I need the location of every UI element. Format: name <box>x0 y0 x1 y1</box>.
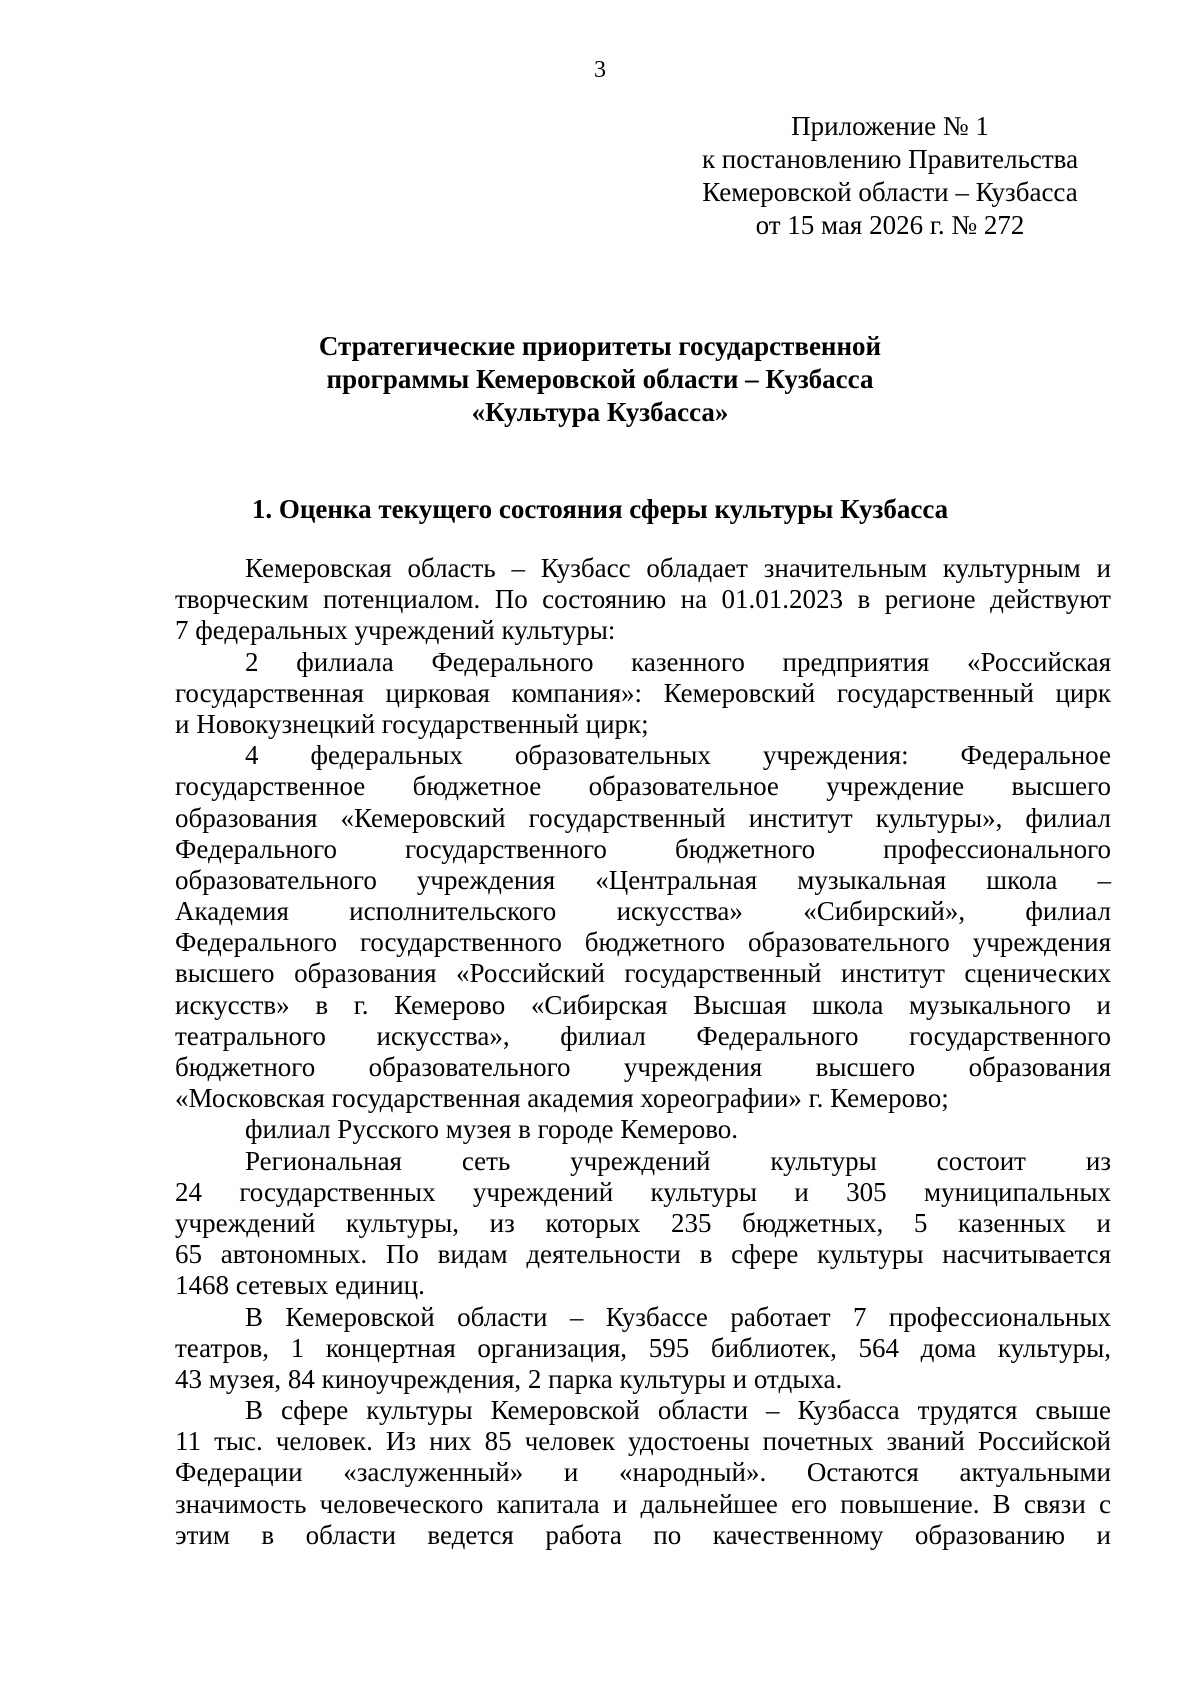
text-line: и Новокузнецкий государственный цирк; <box>175 708 649 739</box>
body-text <box>175 553 1111 1551</box>
text-line: высшего образования «Российский государственный институт сценических <box>175 958 1111 989</box>
section-heading: 1. Оценка текущего состояния сферы культуры Кузбасса <box>251 494 949 524</box>
text-line: бюджетного образовательного учреждения высшего образования <box>175 1052 1111 1082</box>
text-line: 43 музея, 84 киноучреждения, 2 парка культуры и отдыха. <box>175 1363 843 1394</box>
text-line: Кемеровская область – Кузбасс обладает значительным культурным и <box>245 553 1111 583</box>
text-line: «Московская государственная академия хореографии» г. Кемерово; <box>175 1083 949 1114</box>
appendix-line: Кемеровской области – Кузбасса <box>702 177 1078 207</box>
text-line: творческим потенциалом. По состоянию на 01.01.2023 в регионе действуют <box>175 584 1111 615</box>
text-line: Федерации «заслуженный» и «народный». Остаются актуальными <box>175 1457 1111 1488</box>
appendix-line: от 15 мая 2026 г. № 272 <box>755 210 1025 240</box>
text-line: значимость человеческого капитала и дальнейшее его повышение. В связи с <box>175 1488 1111 1519</box>
text-line: Федерального государственного бюджетного профессионального <box>175 833 1111 864</box>
text-line: 7 федеральных учреждений культуры: <box>175 615 616 646</box>
text-line: этим в области ведется работа по качественному образованию и <box>175 1519 1111 1550</box>
text-line: государственное бюджетное образовательное учреждение высшего <box>175 771 1111 802</box>
text-line: 65 автономных. По видам деятельности в сфере культуры насчитывается <box>175 1239 1111 1270</box>
text-line: театров, 1 концертная организация, 595 библиотек, 564 дома культуры, <box>175 1332 1111 1363</box>
text-line: филиал Русского музея в городе Кемерово. <box>245 1114 739 1145</box>
text-line: В сфере культуры Кемеровской области – Кузбасса трудятся свыше <box>245 1395 1111 1426</box>
text-line: 2 филиала Федерального казенного предприятия «Российская <box>245 646 1111 677</box>
title-line: «Культура Кузбасса» <box>471 397 729 427</box>
text-line: 11 тыс. человек. Из них 85 человек удостоены почетных званий Российской <box>175 1426 1111 1457</box>
title-line: Стратегические приоритеты государственной <box>318 331 882 361</box>
text-line: образования «Кемеровский государственный институт культуры», филиал <box>175 802 1111 833</box>
text-line: 24 государственных учреждений культуры и 305 муниципальных <box>175 1176 1111 1207</box>
text-line: В Кемеровской области – Кузбассе работает 7 профессиональных <box>245 1301 1111 1332</box>
title-line: программы Кемеровской области – Кузбасса <box>326 364 874 394</box>
text-line: Академия исполнительского искусства» «Сибирский», филиал <box>175 896 1111 927</box>
appendix-line: к постановлению Правительства <box>701 144 1079 174</box>
text-line: Федерального государственного бюджетного образовательного учреждения <box>175 927 1111 958</box>
appendix-reference <box>680 110 1100 242</box>
text-line: учреждений культуры, из которых 235 бюджетных, 5 казенных и <box>175 1207 1111 1238</box>
text-line: искусств» в г. Кемерово «Сибирская Высшая школа музыкального и <box>175 989 1111 1020</box>
appendix-line: Приложение № 1 <box>791 111 989 141</box>
text-line: театрального искусства», филиал Федерального государственного <box>175 1020 1111 1051</box>
page-number: 3 <box>594 57 606 83</box>
text-line: государственная цирковая компания»: Кемеровский государственный цирк <box>175 677 1111 708</box>
text-line: 4 федеральных образовательных учреждения: Федеральное <box>245 740 1111 771</box>
text-line: 1468 сетевых единиц. <box>175 1270 425 1301</box>
text-line: Региональная сеть учреждений культуры состоит из <box>245 1145 1111 1176</box>
text-line: образовательного учреждения «Центральная музыкальная школа – <box>175 864 1111 895</box>
document-title <box>200 330 1000 429</box>
